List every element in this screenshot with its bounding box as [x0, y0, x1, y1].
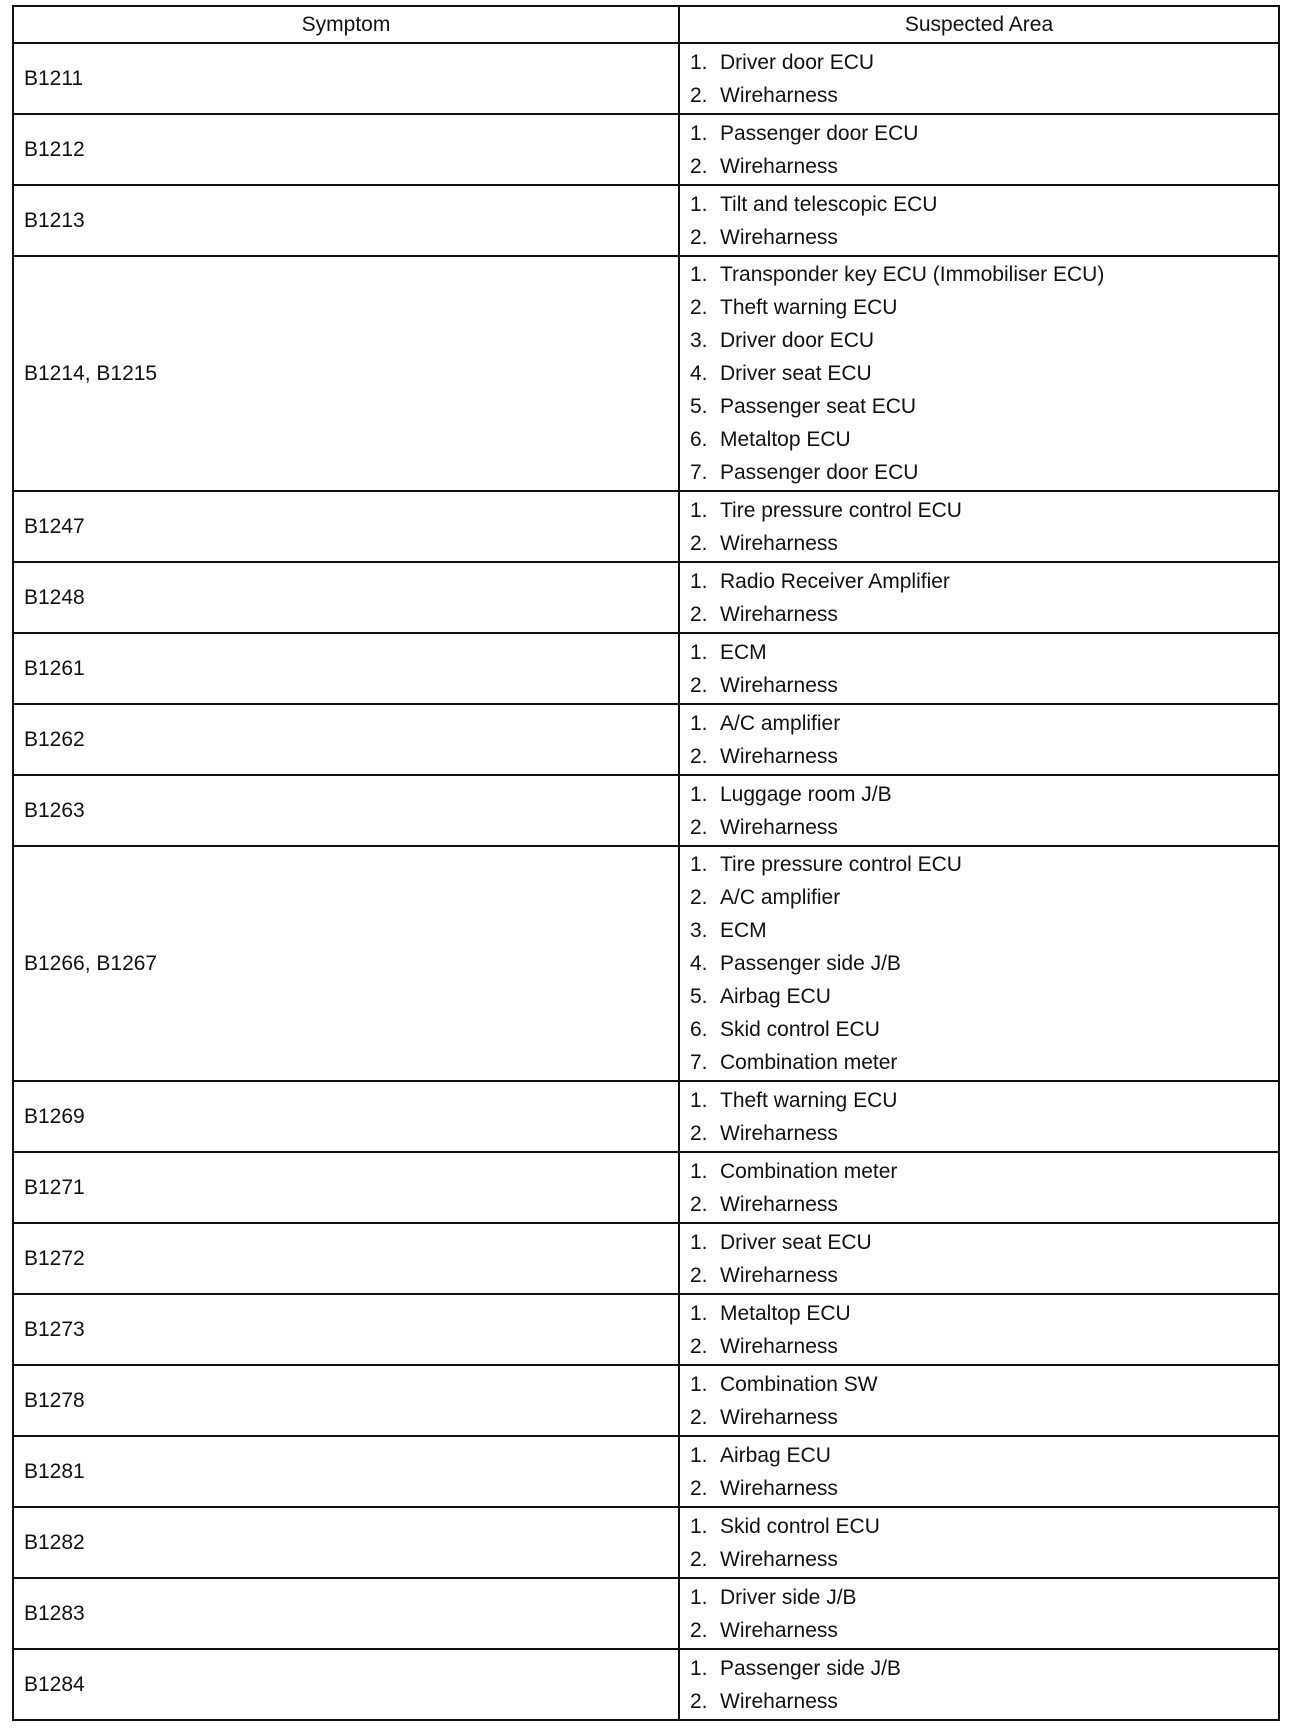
- symptom-cell: B1262: [13, 704, 679, 775]
- item-number: 2.: [690, 744, 708, 768]
- suspected-area-item: [690, 848, 1278, 881]
- table-row: [13, 704, 1279, 775]
- table-row: [13, 846, 1279, 1081]
- item-number: 1.: [690, 1159, 708, 1183]
- suspected-area-cell: [679, 43, 1279, 114]
- suspected-area-item: [690, 1297, 1278, 1330]
- item-number: 2.: [690, 886, 708, 909]
- item-text: Tire pressure control ECU: [720, 498, 962, 522]
- item-text: Wireharness: [720, 1263, 838, 1287]
- table-row: [13, 114, 1279, 185]
- item-text: Theft warning ECU: [720, 1088, 898, 1112]
- item-text: Airbag ECU: [720, 1443, 831, 1467]
- item-text: Wireharness: [720, 1547, 838, 1571]
- item-number: 6.: [690, 428, 708, 451]
- item-text: Passenger seat ECU: [720, 395, 917, 418]
- suspected-area-item: [690, 188, 1278, 221]
- item-text: Wireharness: [720, 673, 838, 697]
- table-row: [13, 1436, 1279, 1507]
- item-number: 1.: [690, 1443, 708, 1467]
- item-text: Passenger door ECU: [720, 121, 919, 145]
- item-text: Transponder key ECU (Immobiliser ECU): [720, 263, 1105, 286]
- item-number: 2.: [690, 1405, 708, 1429]
- item-text: Luggage room J/B: [720, 782, 892, 806]
- item-text: Wireharness: [720, 531, 838, 555]
- suspected-area-item: [690, 456, 1278, 489]
- suspected-area-item: [690, 1046, 1278, 1079]
- suspected-area-item: [690, 947, 1278, 980]
- suspected-area-cell: [679, 562, 1279, 633]
- symptom-cell: B1282: [13, 1507, 679, 1578]
- item-number: 1.: [690, 569, 708, 593]
- suspected-area-item: [690, 1401, 1278, 1434]
- table-row: [13, 1365, 1279, 1436]
- item-text: Wireharness: [720, 815, 838, 839]
- suspected-area-item: [690, 324, 1278, 357]
- symptom-cell: B1266, B1267: [13, 846, 679, 1081]
- item-text: Wireharness: [720, 1618, 838, 1642]
- item-text: Driver seat ECU: [720, 362, 872, 385]
- suspected-area-cell: [679, 1578, 1279, 1649]
- suspected-area-item: [690, 423, 1278, 456]
- item-text: Wireharness: [720, 225, 838, 249]
- item-number: 2.: [690, 1263, 708, 1287]
- item-number: 3.: [690, 919, 708, 942]
- item-number: 1.: [690, 1656, 708, 1680]
- symptom-cell: B1213: [13, 185, 679, 256]
- item-number: 1.: [690, 263, 708, 286]
- item-text: Wireharness: [720, 154, 838, 178]
- item-text: Airbag ECU: [720, 985, 831, 1008]
- symptom-cell: B1248: [13, 562, 679, 633]
- suspected-area-item: [690, 881, 1278, 914]
- item-text: Wireharness: [720, 744, 838, 768]
- suspected-area-cell: [679, 185, 1279, 256]
- suspected-area-item: [690, 1368, 1278, 1401]
- suspected-area-item: [690, 117, 1278, 150]
- header-row: [13, 6, 1279, 43]
- suspected-area-item: [690, 527, 1278, 560]
- table-row: [13, 185, 1279, 256]
- item-number: 1.: [690, 1088, 708, 1112]
- item-text: Theft warning ECU: [720, 296, 898, 319]
- suspected-area-item: [690, 811, 1278, 844]
- item-text: Skid control ECU: [720, 1018, 880, 1041]
- suspected-area-item: [690, 1685, 1278, 1718]
- item-number: 1.: [690, 121, 708, 145]
- suspected-area-item: [690, 1084, 1278, 1117]
- item-text: Passenger door ECU: [720, 461, 919, 484]
- item-text: Wireharness: [720, 602, 838, 626]
- table-row: [13, 256, 1279, 491]
- header-suspected-area: Suspected Area: [679, 6, 1279, 43]
- suspected-area-item: [690, 636, 1278, 669]
- item-number: 1.: [690, 192, 708, 216]
- table-row: [13, 633, 1279, 704]
- symptom-cell: B1272: [13, 1223, 679, 1294]
- item-number: 1.: [690, 640, 708, 664]
- symptom-cell: B1263: [13, 775, 679, 846]
- item-number: 1.: [690, 50, 708, 74]
- suspected-area-item: [690, 46, 1278, 79]
- symptom-cell: B1283: [13, 1578, 679, 1649]
- suspected-area-item: [690, 1614, 1278, 1647]
- item-text: Metaltop ECU: [720, 428, 851, 451]
- table-row: [13, 775, 1279, 846]
- item-number: 2.: [690, 602, 708, 626]
- item-number: 5.: [690, 395, 708, 418]
- item-number: 1.: [690, 1230, 708, 1254]
- suspected-area-cell: [679, 114, 1279, 185]
- item-number: 2.: [690, 815, 708, 839]
- item-text: Driver seat ECU: [720, 1230, 872, 1254]
- item-number: 1.: [690, 711, 708, 735]
- suspected-area-item: [690, 79, 1278, 112]
- suspected-area-item: [690, 669, 1278, 702]
- suspected-area-item: [690, 707, 1278, 740]
- symptom-table: [12, 5, 1280, 1721]
- header-symptom: Symptom: [13, 6, 679, 43]
- item-number: 2.: [690, 531, 708, 555]
- item-number: 1.: [690, 1301, 708, 1325]
- suspected-area-item: [690, 914, 1278, 947]
- item-number: 6.: [690, 1018, 708, 1041]
- item-number: 3.: [690, 329, 708, 352]
- table-row: [13, 1081, 1279, 1152]
- symptom-cell: B1261: [13, 633, 679, 704]
- suspected-area-item: [690, 598, 1278, 631]
- suspected-area-item: [690, 1439, 1278, 1472]
- table-row: [13, 1223, 1279, 1294]
- suspected-area-item: [690, 1330, 1278, 1363]
- symptom-cell: B1247: [13, 491, 679, 562]
- item-number: 4.: [690, 362, 708, 385]
- table-row: [13, 1649, 1279, 1720]
- item-number: 4.: [690, 952, 708, 975]
- suspected-area-cell: [679, 633, 1279, 704]
- item-number: 2.: [690, 1689, 708, 1713]
- item-text: Tilt and telescopic ECU: [720, 192, 938, 216]
- suspected-area-cell: [679, 1081, 1279, 1152]
- suspected-area-cell: [679, 775, 1279, 846]
- suspected-area-cell: [679, 1436, 1279, 1507]
- item-number: 1.: [690, 498, 708, 522]
- item-text: Driver door ECU: [720, 50, 875, 74]
- item-number: 1.: [690, 1372, 708, 1396]
- symptom-cell: B1284: [13, 1649, 679, 1720]
- item-number: 1.: [690, 782, 708, 806]
- suspected-area-cell: [679, 1294, 1279, 1365]
- item-number: 2.: [690, 225, 708, 249]
- symptom-cell: B1214, B1215: [13, 256, 679, 491]
- item-text: Combination meter: [720, 1159, 898, 1183]
- suspected-area-item: [690, 1652, 1278, 1685]
- item-text: ECM: [720, 919, 767, 942]
- item-text: ECM: [720, 640, 767, 664]
- suspected-area-item: [690, 740, 1278, 773]
- item-text: Wireharness: [720, 83, 838, 107]
- item-number: 2.: [690, 154, 708, 178]
- item-text: A/C amplifier: [720, 886, 841, 909]
- item-text: Tire pressure control ECU: [720, 853, 962, 876]
- suspected-area-item: [690, 1472, 1278, 1505]
- table-row: [13, 43, 1279, 114]
- suspected-area-cell: [679, 1223, 1279, 1294]
- suspected-area-item: [690, 494, 1278, 527]
- item-text: Passenger side J/B: [720, 1656, 901, 1680]
- suspected-area-cell: [679, 256, 1279, 491]
- item-number: 2.: [690, 673, 708, 697]
- item-number: 2.: [690, 83, 708, 107]
- table-row: [13, 562, 1279, 633]
- table-row: [13, 1578, 1279, 1649]
- item-text: Wireharness: [720, 1405, 838, 1429]
- item-number: 1.: [690, 1585, 708, 1609]
- item-text: Wireharness: [720, 1476, 838, 1500]
- suspected-area-item: [690, 1117, 1278, 1150]
- suspected-area-item: [690, 221, 1278, 254]
- item-text: Wireharness: [720, 1121, 838, 1145]
- item-number: 2.: [690, 1618, 708, 1642]
- suspected-area-item: [690, 1155, 1278, 1188]
- suspected-area-cell: [679, 1152, 1279, 1223]
- suspected-area-item: [690, 1510, 1278, 1543]
- table-row: [13, 1294, 1279, 1365]
- suspected-area-item: [690, 1581, 1278, 1614]
- table-row: [13, 1152, 1279, 1223]
- item-text: Driver side J/B: [720, 1585, 857, 1609]
- item-text: Wireharness: [720, 1192, 838, 1216]
- item-number: 2.: [690, 1121, 708, 1145]
- item-text: Combination SW: [720, 1372, 878, 1396]
- suspected-area-item: [690, 1226, 1278, 1259]
- item-number: 2.: [690, 1476, 708, 1500]
- suspected-area-item: [690, 390, 1278, 423]
- suspected-area-item: [690, 291, 1278, 324]
- suspected-area-item: [690, 1543, 1278, 1576]
- item-text: Wireharness: [720, 1334, 838, 1358]
- symptom-cell: B1281: [13, 1436, 679, 1507]
- item-number: 2.: [690, 296, 708, 319]
- symptom-cell: B1273: [13, 1294, 679, 1365]
- suspected-area-item: [690, 1259, 1278, 1292]
- symptom-cell: B1211: [13, 43, 679, 114]
- item-text: Combination meter: [720, 1051, 898, 1074]
- suspected-area-cell: [679, 704, 1279, 775]
- table-row: [13, 491, 1279, 562]
- item-text: Passenger side J/B: [720, 952, 901, 975]
- table-row: [13, 1507, 1279, 1578]
- item-number: 2.: [690, 1547, 708, 1571]
- item-number: 1.: [690, 1514, 708, 1538]
- item-number: 2.: [690, 1334, 708, 1358]
- symptom-cell: B1278: [13, 1365, 679, 1436]
- suspected-area-item: [690, 565, 1278, 598]
- suspected-area-cell: [679, 491, 1279, 562]
- item-number: 1.: [690, 853, 708, 876]
- suspected-area-item: [690, 1188, 1278, 1221]
- suspected-area-cell: [679, 846, 1279, 1081]
- suspected-area-item: [690, 980, 1278, 1013]
- item-text: Radio Receiver Amplifier: [720, 569, 950, 593]
- suspected-area-item: [690, 150, 1278, 183]
- suspected-area-cell: [679, 1507, 1279, 1578]
- symptom-cell: B1271: [13, 1152, 679, 1223]
- suspected-area-item: [690, 778, 1278, 811]
- item-text: Skid control ECU: [720, 1514, 880, 1538]
- item-text: Wireharness: [720, 1689, 838, 1713]
- item-number: 7.: [690, 461, 708, 484]
- item-number: 2.: [690, 1192, 708, 1216]
- suspected-area-cell: [679, 1365, 1279, 1436]
- item-text: A/C amplifier: [720, 711, 841, 735]
- suspected-area-item: [690, 258, 1278, 291]
- item-number: 7.: [690, 1051, 708, 1074]
- symptom-cell: B1212: [13, 114, 679, 185]
- item-text: Metaltop ECU: [720, 1301, 851, 1325]
- suspected-area-cell: [679, 1649, 1279, 1720]
- item-text: Driver door ECU: [720, 329, 875, 352]
- suspected-area-item: [690, 357, 1278, 390]
- symptom-cell: B1269: [13, 1081, 679, 1152]
- suspected-area-item: [690, 1013, 1278, 1046]
- item-number: 5.: [690, 985, 708, 1008]
